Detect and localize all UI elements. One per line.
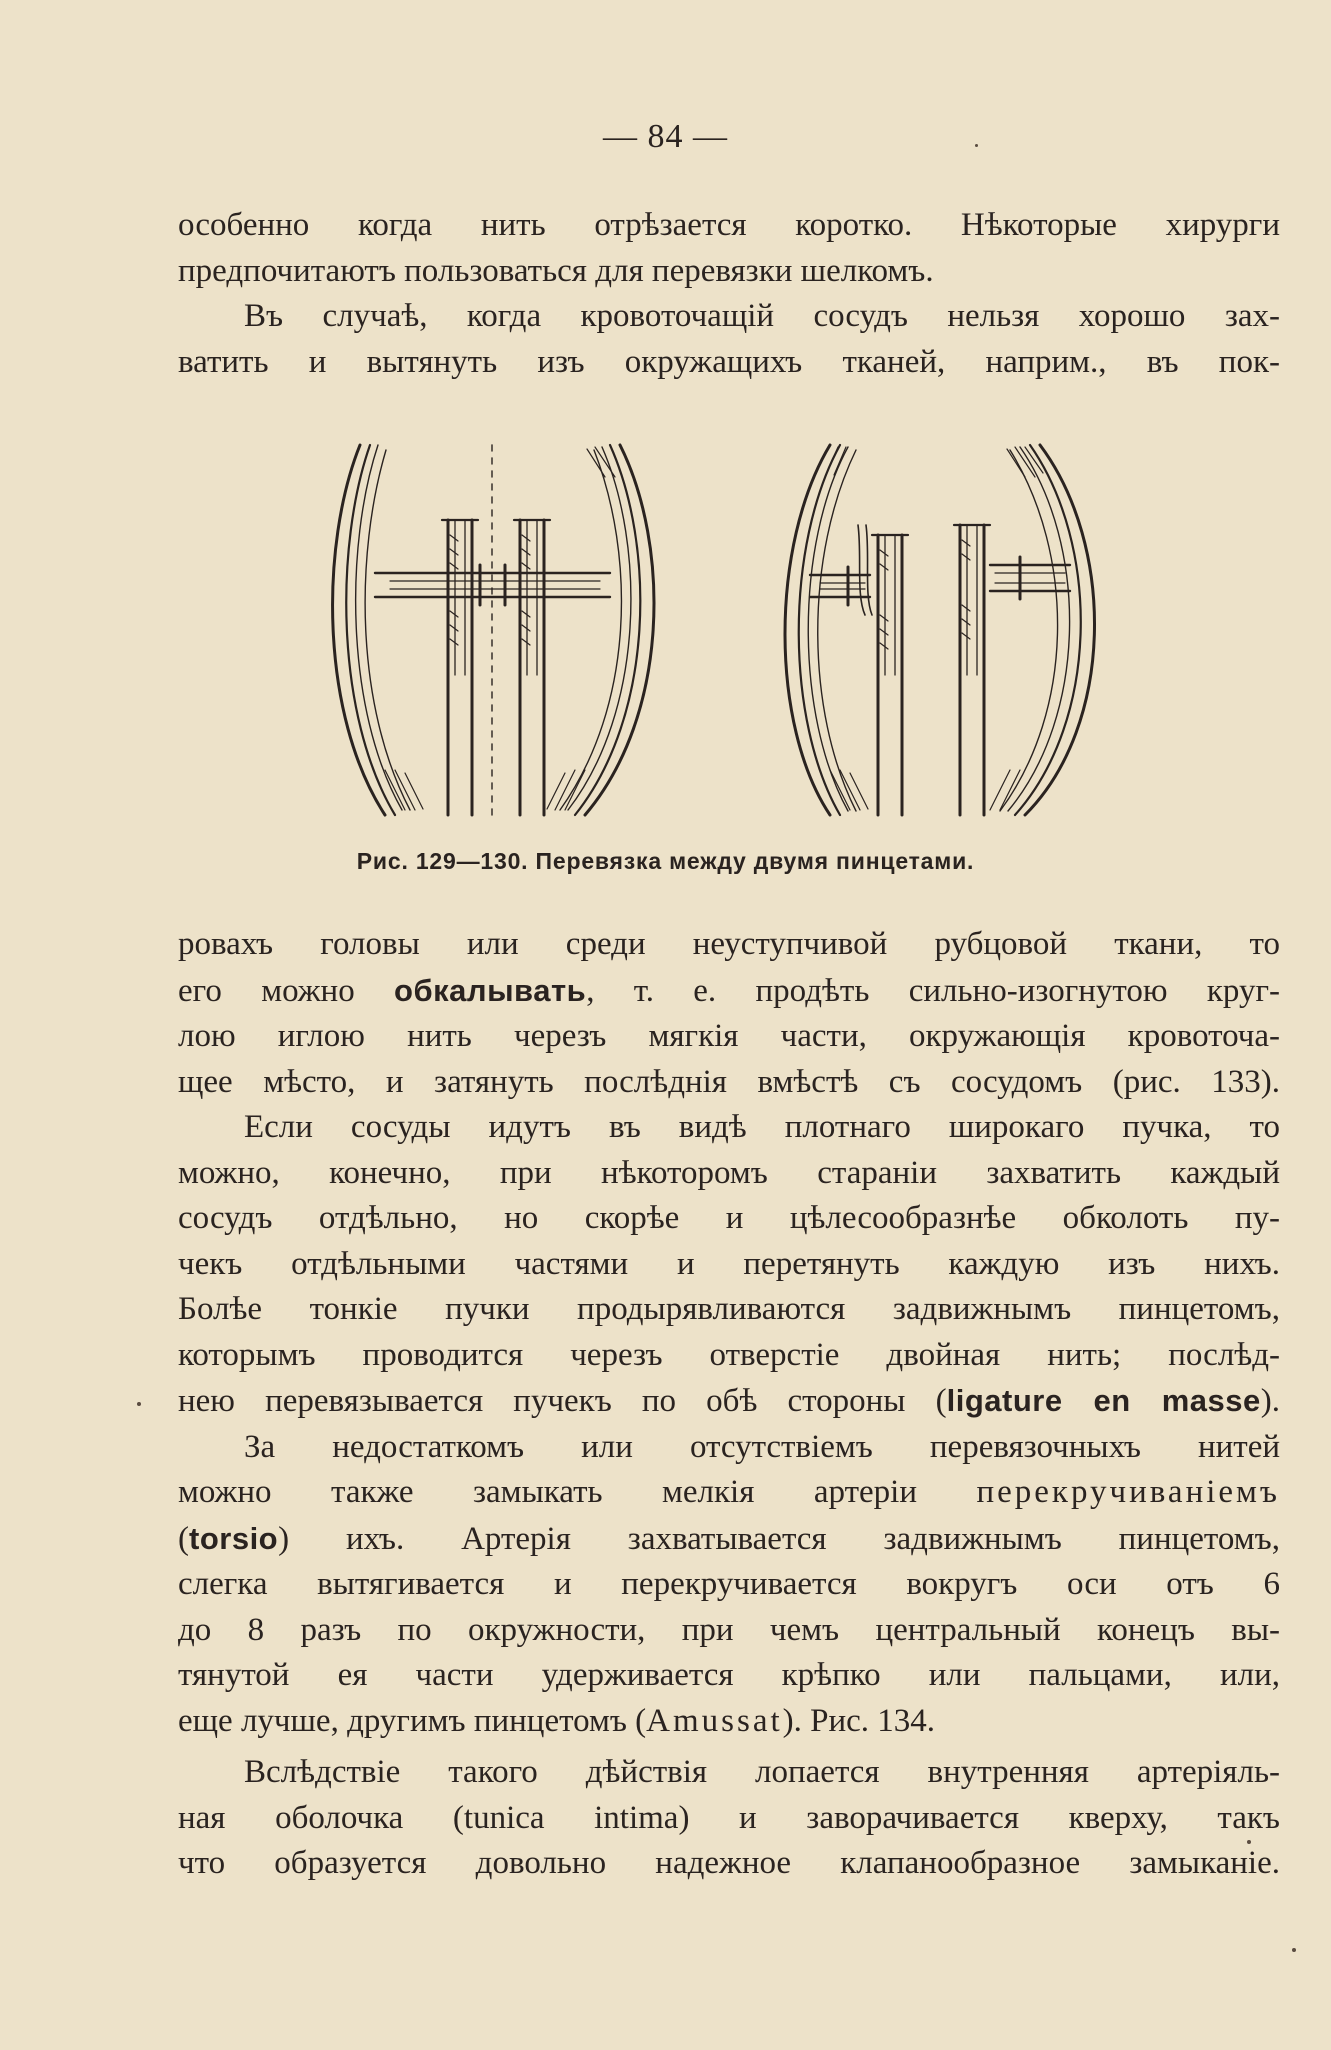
paragraph-line: лою иглою нить черезъ мягкія части, окружающія кровоточа- bbox=[178, 1018, 1280, 1054]
text-run: ) и заворачивается кверху, такъ bbox=[678, 1799, 1280, 1836]
author-name: Amussat bbox=[646, 1702, 783, 1739]
paper-speck bbox=[1292, 1948, 1296, 1952]
paragraph-line bbox=[178, 1378, 1280, 1425]
text-run: ). bbox=[1260, 1383, 1280, 1419]
term-emphasis: перекручиваніемъ bbox=[976, 1474, 1280, 1510]
paragraph-line bbox=[178, 1516, 1280, 1563]
text-run: его можно bbox=[178, 972, 395, 1009]
figure-129 bbox=[333, 445, 654, 820]
forceps-illustration bbox=[330, 425, 1140, 825]
term-emphasis: tunica intima bbox=[463, 1799, 679, 1836]
paragraph-line: Вслѣдствіе такого дѣйствія лопается внутренняя артеріяль- bbox=[244, 1754, 1280, 1790]
paragraph-line: что образуется довольно надежное клапанообразное замыканіе. bbox=[178, 1845, 1280, 1881]
paragraph-line: которымъ проводится черезъ отверстіе двойная нить; послѣд- bbox=[178, 1336, 1280, 1373]
paragraph-line bbox=[178, 1470, 1280, 1516]
paper-speck bbox=[1247, 1840, 1251, 1844]
term-emphasis: ligature en masse bbox=[946, 1383, 1261, 1418]
term-emphasis: обкалывать bbox=[394, 972, 587, 1008]
term-emphasis: torsio bbox=[189, 1520, 279, 1556]
paragraph-line: ровахъ головы или среди неуступчивой рубцовой ткани, то bbox=[178, 926, 1280, 962]
text-run: ( bbox=[178, 1520, 189, 1557]
paragraph-line: щее мѣсто, и затянуть послѣднія вмѣстѣ съ сосудомъ (рис. 133). bbox=[178, 1063, 1280, 1100]
paragraph-line: слегка вытягивается и перекручивается вокругъ оси отъ 6 bbox=[178, 1566, 1280, 1602]
text-run: ). Рис. 134. bbox=[782, 1702, 936, 1739]
text-run: можно также замыкать мелкія артеріи bbox=[178, 1474, 977, 1510]
page-number: — 84 — bbox=[603, 118, 728, 155]
figure-130 bbox=[785, 445, 1095, 815]
figure-ligature-between-forceps bbox=[330, 425, 1140, 825]
paper-speck bbox=[137, 1402, 141, 1406]
paragraph-line: особенно когда нить отрѣзается коротко. Нѣкоторые хирурги bbox=[178, 207, 1280, 243]
paragraph-line bbox=[178, 968, 1280, 1015]
paragraph-line: Если сосуды идутъ въ видѣ плотнаго широкаго пучка, то bbox=[244, 1109, 1280, 1145]
paper-speck bbox=[975, 144, 978, 147]
paragraph-line: до 8 разъ по окружности, при чемъ центральный конецъ вы- bbox=[178, 1611, 1280, 1648]
paragraph-line: чекъ отдѣльными частями и перетянуть каждую изъ нихъ. bbox=[178, 1245, 1280, 1282]
text-run: ная оболочка ( bbox=[178, 1799, 464, 1836]
text-run: , т. е. продѣть сильно-изогнутою круг- bbox=[586, 972, 1280, 1009]
text-top bbox=[178, 203, 1280, 385]
text-run: ) ихъ. Артерія захватывается задвижнымъ пинцетомъ, bbox=[278, 1520, 1280, 1557]
paragraph-line: можно, конечно, при нѣкоторомъ стараніи захватить каждый bbox=[178, 1154, 1280, 1191]
text-run: еще лучше, другимъ пинцетомъ ( bbox=[178, 1702, 647, 1739]
paragraph-line: За недостаткомъ или отсутствіемъ перевязочныхъ нитей bbox=[244, 1428, 1280, 1465]
text-bottom bbox=[178, 922, 1280, 1887]
text-run: нею перевязывается пучекъ по обѣ стороны ( bbox=[178, 1383, 947, 1419]
paragraph-line: Болѣе тонкіе пучки продырявливаются задвижнымъ пинцетомъ, bbox=[178, 1291, 1280, 1327]
paragraph-line: ватить и вытянуть изъ окружащихъ тканей, наприм., въ пок- bbox=[178, 343, 1280, 380]
paragraph-line bbox=[178, 1699, 1280, 1745]
paragraph-line: сосудъ отдѣльно, но скорѣе и цѣлесообразнѣе обколоть пу- bbox=[178, 1200, 1280, 1236]
paragraph-line bbox=[178, 1796, 1280, 1842]
paragraph-line: предпочитаютъ пользоваться для перевязки шелкомъ. bbox=[178, 252, 934, 289]
paragraph-line: Въ случаѣ, когда кровоточащій сосудъ нельзя хорошо зах- bbox=[244, 298, 1280, 334]
paragraph-line: тянутой ея части удерживается крѣпко или пальцами, или, bbox=[178, 1657, 1280, 1693]
figure-caption: Рис. 129—130. Перевязка между двумя пинцетами. bbox=[356, 848, 975, 874]
